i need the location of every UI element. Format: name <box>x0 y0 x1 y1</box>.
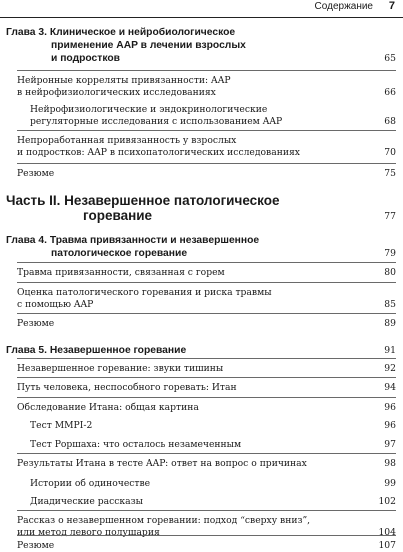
toc-page-number: 70 <box>384 147 396 158</box>
toc-entry-section <box>17 318 396 330</box>
toc-page-number: 98 <box>384 458 396 469</box>
toc-entry-section <box>17 458 396 470</box>
toc-page-number: 68 <box>384 116 396 127</box>
toc-page-number: 92 <box>384 363 396 374</box>
toc-entry-title-line: Незавершенное горевание: звуки тишины <box>17 363 224 374</box>
toc-entry-title-line: Непроработанная привязанность у взрослых <box>17 135 237 146</box>
toc-page-number: 107 <box>378 540 396 551</box>
toc-entry-title-line: Обследование Итана: общая картина <box>17 402 199 413</box>
toc-page-number: 104 <box>378 527 396 538</box>
toc-entry-title-line: Глава 5. Незавершенное горевание <box>6 345 187 356</box>
toc-entry-part <box>6 193 396 223</box>
toc-entry-title-line: Истории об одиночестве <box>30 478 151 489</box>
toc-entry-chapter <box>6 344 396 357</box>
toc-entry-title-line: Часть II. Незавершенное патологическое <box>6 193 280 208</box>
toc-page-number: 91 <box>384 345 396 356</box>
toc-page-number: 97 <box>384 439 396 450</box>
toc-entry-title-line: Диадические рассказы <box>30 496 143 507</box>
toc-page-number: 96 <box>384 420 396 431</box>
toc-entry-title-line: и подростков: AAP в психопатологических исследованиях <box>17 147 300 158</box>
separator-rule <box>17 313 396 314</box>
toc-page-number: 65 <box>384 53 396 64</box>
separator-rule <box>17 282 396 283</box>
toc-page-number: 102 <box>378 496 396 507</box>
toc-entry-section <box>17 287 396 311</box>
separator-rule <box>17 510 396 511</box>
toc-entry-title-line: патологическое горевание <box>51 248 188 259</box>
toc-entry-title-line: Рассказ о незавершенном горевании: подход “сверху вниз”, <box>17 515 311 526</box>
toc-entry-section <box>17 267 396 279</box>
toc-entry-section <box>17 135 396 159</box>
toc-entry-title-line: Нейронные корреляты привязанности: AAP <box>17 75 231 86</box>
toc-entry-title-line: Глава 4. Травма привязанности и незавершенное <box>6 235 260 246</box>
separator-rule <box>17 130 396 131</box>
toc-entry-title-line: Результаты Итана в тесте AAP: ответ на вопрос о причинах <box>17 458 307 469</box>
toc-entry-section <box>17 363 396 375</box>
toc-entry-section <box>17 402 396 414</box>
separator-rule <box>17 453 396 454</box>
toc-entry-title-line: Тест Роршаха: что осталось незамеченным <box>30 439 242 450</box>
separator-rule <box>17 377 396 378</box>
toc-entry-title-line: Резюме <box>17 318 55 329</box>
toc-entry-section <box>17 168 396 180</box>
separator-rule <box>17 163 396 164</box>
toc-page-number: 96 <box>384 402 396 413</box>
toc-page-number: 77 <box>384 211 396 222</box>
toc-entry-title-line: применение AAP в лечении взрослых <box>51 40 246 51</box>
toc-entry-section <box>17 382 396 394</box>
toc-entry-title-line: Резюме <box>17 540 55 551</box>
separator-rule <box>17 535 396 536</box>
toc-page-number: 85 <box>384 299 396 310</box>
toc-page-number: 94 <box>384 382 396 393</box>
toc-entry-title-line: горевание <box>83 208 153 223</box>
toc-entry-title-line: Глава 3. Клиническое и нейробиологическое <box>6 27 236 38</box>
toc-entry-title-line: Путь человека, неспособного горевать: Итан <box>17 382 237 393</box>
toc-entry-title-line: в нейрофизиологических исследованиях <box>17 87 216 98</box>
toc-entry-title-line: Резюме <box>17 168 55 179</box>
toc-entry-chapter <box>6 234 396 260</box>
toc-entry-subsection <box>30 496 396 508</box>
page-number: 7 <box>388 0 395 12</box>
toc-page-number: 99 <box>384 478 396 489</box>
running-head-title: Содержание <box>314 1 373 12</box>
toc-entry-chapter <box>6 26 396 65</box>
toc-page-number: 66 <box>384 87 396 98</box>
toc-entry-subsection <box>30 478 396 490</box>
separator-rule <box>17 397 396 398</box>
toc-entry-title-line: или метод левого полушария <box>17 527 160 538</box>
toc-entry-title-line: регуляторные исследования с использованием AAP <box>30 116 283 127</box>
toc-entry-subsection <box>30 439 396 451</box>
separator-rule <box>17 70 396 71</box>
separator-rule <box>17 358 396 359</box>
toc-entry-subsection <box>30 104 396 128</box>
toc-page-number: 89 <box>384 318 396 329</box>
toc-entry-title-line: Тест MMPI-2 <box>30 420 93 431</box>
separator-rule <box>17 262 396 263</box>
toc-entry-section <box>17 540 396 552</box>
toc-entry-title-line: Нейрофизиологические и эндокринологические <box>30 104 268 115</box>
toc-entry-title-line: и подростков <box>51 53 120 64</box>
toc-page-number: 75 <box>384 168 396 179</box>
toc-entry-title-line: с помощью AAP <box>17 299 94 310</box>
toc-entry-section <box>17 75 396 99</box>
toc-entry-title-line: Оценка патологического горевания и риска травмы <box>17 287 272 298</box>
toc-page-number: 79 <box>384 248 396 259</box>
toc-entry-title-line: Травма привязанности, связанная с горем <box>17 267 225 278</box>
toc-page-number: 80 <box>384 267 396 278</box>
toc-entry-subsection <box>30 420 396 432</box>
